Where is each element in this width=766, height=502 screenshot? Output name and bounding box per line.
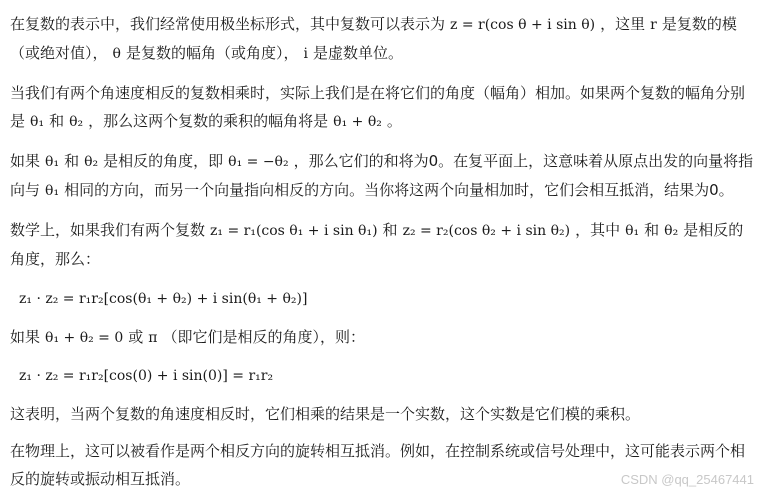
math-theta1: θ₁ xyxy=(30,114,45,130)
math-pi: π xyxy=(148,330,158,346)
text: 如果 xyxy=(10,328,41,346)
paragraph-physics: 在物理上，这可以被看作是两个相反方向的旋转相互抵消。例如，在控制系统或信号处理中，这可能表示两个相反的旋转或振动相互抵消。 xyxy=(10,442,746,488)
math-theta2: θ₂ xyxy=(69,114,84,130)
paragraph-polar-form xyxy=(10,10,758,68)
paragraph-angle-sum xyxy=(10,79,758,136)
text: 如果 xyxy=(10,152,41,170)
math-theta: θ xyxy=(112,46,121,62)
math-sum-zero: θ₁ + θ₂ = 0 xyxy=(45,330,124,346)
text: 和 xyxy=(382,221,398,239)
text: 是复数的模（或绝对值）， xyxy=(10,15,737,62)
text: 当我们有两个角速度相反的复数相乘时，实际上我们是在将它们的角度（幅角）相加。如果两个复数的幅角分别是 xyxy=(10,84,746,130)
paragraph-math-definition xyxy=(10,216,758,273)
paragraph-conclusion: 这表明，当两个复数的角速度相反时，它们相乘的结果是一个实数，这个实数是它们模的乘积。 xyxy=(10,405,641,423)
text: 是复数的幅角（或角度）， xyxy=(125,44,299,62)
text: ，这里 xyxy=(600,15,646,33)
paragraph-opposite-angles xyxy=(10,147,758,205)
csdn-watermark: CSDN @qq_25467441 xyxy=(620,472,754,487)
math-theta2: θ₂ xyxy=(84,154,99,170)
math-r: r xyxy=(650,17,657,33)
equation-product: z₁ · z₂ = r₁r₂[cos(θ₁ + θ₂) + i sin(θ₁ + θ₂)] xyxy=(19,291,308,307)
article-content xyxy=(10,10,758,502)
text: 在复数的表示中，我们经常使用极坐标形式，其中复数可以表示为 xyxy=(10,15,446,33)
text: 。 xyxy=(386,112,402,130)
math-theta2: θ₂ xyxy=(664,223,679,239)
math-theta1: θ₁ xyxy=(45,183,60,199)
math-z1: z₁ = r₁(cos θ₁ + i sin θ₁) xyxy=(210,223,378,239)
text: （即它们是相反的角度），则： xyxy=(162,328,366,346)
text: 是虚数单位。 xyxy=(312,44,403,62)
math-theta-opposite: θ₁ = −θ₂ xyxy=(228,154,289,170)
text: 是相反的角度，那么： xyxy=(10,221,744,268)
text: ，那么这两个复数的乘积的幅角将是 xyxy=(88,112,329,130)
text: 是相反的角度，即 xyxy=(103,152,224,170)
text: 和 xyxy=(64,152,80,170)
text: 数学上，如果我们有两个复数 xyxy=(10,221,206,239)
text: ，那么它们的和将为0。在复平面上，这意味着从原点出发的向量将指向与 xyxy=(10,152,754,199)
paragraph-condition xyxy=(10,323,758,352)
text: 和 xyxy=(49,112,65,130)
equation-result: z₁ · z₂ = r₁r₂[cos(0) + i sin(0)] = r₁r₂ xyxy=(19,368,274,384)
math-theta1: θ₁ xyxy=(625,223,640,239)
math-theta1: θ₁ xyxy=(45,154,60,170)
text: 和 xyxy=(644,221,660,239)
text: ，其中 xyxy=(575,221,621,239)
text: 或 xyxy=(128,328,144,346)
math-z2: z₂ = r₂(cos θ₂ + i sin θ₂) xyxy=(402,223,571,239)
text: 相同的方向，而另一个向量指向相反的方向。当你将这两个向量相加时，它们会相互抵消，结果为0。 xyxy=(64,181,734,199)
math-polar-form: z = r(cos θ + i sin θ) xyxy=(450,17,596,33)
math-theta-sum: θ₁ + θ₂ xyxy=(333,114,382,130)
math-i: i xyxy=(303,46,308,62)
